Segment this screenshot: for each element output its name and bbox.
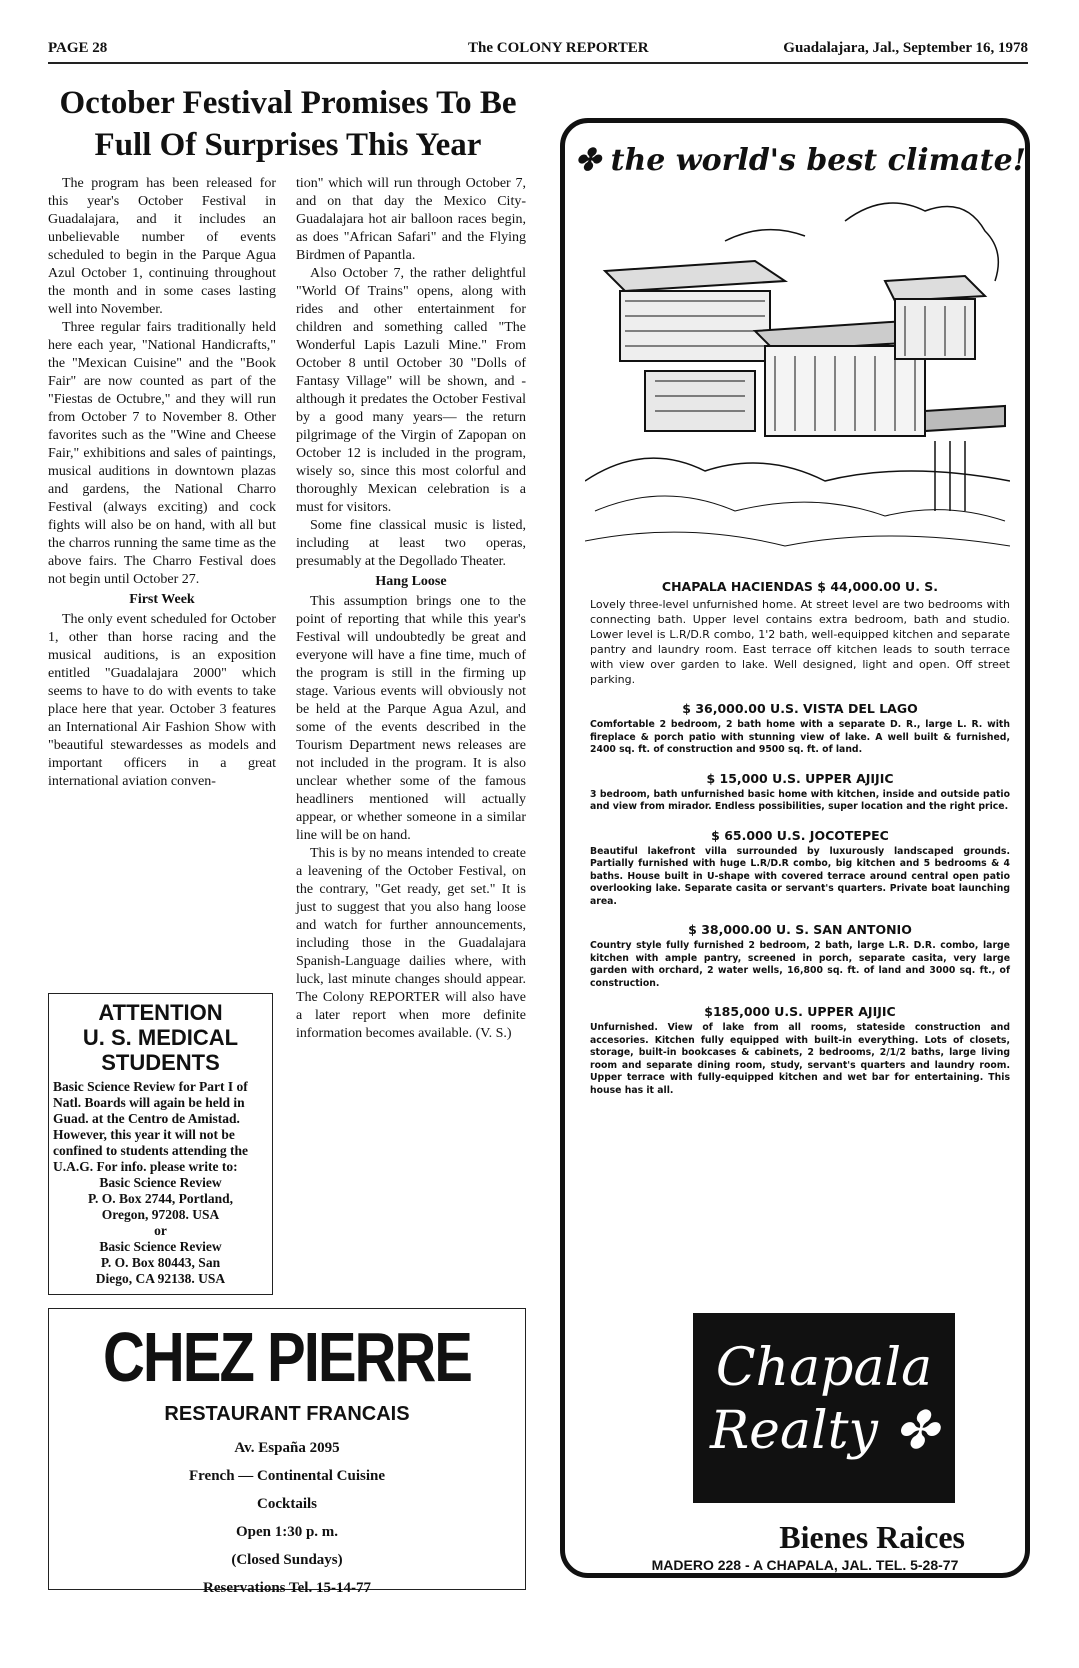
article-column-2 bbox=[296, 175, 526, 1043]
bienes-raices: Bienes Raices bbox=[779, 1519, 965, 1555]
paragraph: Some fine classical music is listed, including at least two operas, presumably at the Degollado Theater. bbox=[296, 518, 526, 569]
listing bbox=[590, 828, 1010, 909]
listing-desc: Lovely three-level unfurnished home. At street level are two bedrooms with connecting bath. Upper level contains extra bedroom, bath and studio. Lower level is L.R/D.R combo, 1'2 bath, well-equipped kitchen and separate pantry and laundry room. East terrace off kitchen leads to south terrace with view over garden to lake. Well designed, light and open. Off street parking. bbox=[590, 598, 1010, 686]
listing-title: $ 65.000 U.S. JOCOTEPEC bbox=[711, 827, 889, 843]
listing-desc: Beautiful lakefront villa surrounded by luxurously landscaped grounds. Partially furnished with huge L.R/D.R combo, big kitchen and 5 bedrooms & 4 baths. House built in U-shape with covered terrace around central open patio overlooking lake. Separate casita or servant's quarters. Private boat launching area. bbox=[590, 845, 1010, 907]
listing bbox=[590, 922, 1010, 990]
subhead: First Week bbox=[129, 592, 195, 607]
listing bbox=[590, 1004, 1010, 1097]
listing-desc: Unfurnished. View of lake from all rooms, stateside construction and accesories. Kitchen fully equipped with built-in everything. Lots of closets, storage, built-in bookcases & cabinets, 2 bedrooms, 2/1/2 baths, large living room and separate dining room, study, servant's quarters and laundry room. Upper terrace with fully-equipped kitchen and wet bar for entertaining. This house has it all. bbox=[590, 1022, 1010, 1096]
paper-name: The COLONY REPORTER bbox=[468, 40, 649, 56]
listings bbox=[590, 579, 1010, 1111]
ad-body: Basic Science Review for Part I of Natl. Boards will again be held in Guad. at the Centro de Amistad. However, this year it will not be confined to students attending the U.A.G. For info. please write to: bbox=[53, 1079, 249, 1174]
ad-address: Basic Science Review bbox=[99, 1175, 222, 1190]
dateline: Guadalajara, Jal., September 16, 1978 bbox=[783, 40, 1028, 56]
ad-slogan: ✤ the world's best climate! bbox=[575, 143, 1026, 178]
logo-line: Realty ✤ bbox=[710, 1401, 938, 1461]
chez-pierre-ad bbox=[48, 1308, 526, 1596]
listing-desc: Country style fully furnished 2 bedroom, 2 bath, large L.R. D.R. combo, large kitchen with ample pantry, screened in porch, separate casita, very large garden with orchard, 2 water wells, 16,800 sq. ft. of land and 3000 sq. ft., of construction. bbox=[590, 940, 1010, 989]
listing bbox=[590, 771, 1010, 814]
ad-address: Basic Science Review bbox=[99, 1239, 222, 1254]
restaurant-closed: (Closed Sundays) bbox=[231, 1552, 343, 1568]
restaurant-address: Av. España 2095 bbox=[234, 1440, 340, 1456]
listing-desc: Comfortable 2 bedroom, 2 bath home with a separate D. R., large L. R. with fireplace & porch patio with stunning view of lake. A well built & furnished, 2400 sq. ft. of construction and 9500 sq. ft. of land. bbox=[590, 719, 1010, 755]
listing-title: $185,000 U.S. UPPER AJIJIC bbox=[704, 1004, 896, 1019]
masthead bbox=[48, 38, 1028, 64]
paragraph: The only event scheduled for October 1, other than horse racing and the musical auditions, is an exposition entitled "Guadalajara 2000" which seems to have to do with events to take place here that year. October 3 features an International Air Fashion Show with "beautiful stewardesses as models and important officers in a great international aviation conven- bbox=[48, 612, 276, 789]
ad-address: P. O. Box 2744, Portland, bbox=[87, 1191, 233, 1206]
restaurant-hours: Open 1:30 p. m. bbox=[235, 1524, 339, 1540]
restaurant-cuisine: French — Continental Cuisine bbox=[189, 1468, 385, 1484]
ad-heading: ATTENTION bbox=[98, 1000, 223, 1025]
realty-address: MADERO 228 - A CHAPALA, JAL. TEL. 5-28-77 bbox=[651, 1557, 959, 1573]
medical-students-ad bbox=[48, 993, 273, 1295]
ad-address: Diego, CA 92138. USA bbox=[95, 1271, 226, 1286]
ad-address: or bbox=[154, 1223, 167, 1238]
page-number: PAGE 28 bbox=[48, 40, 108, 56]
paragraph: This is by no means intended to create a leavening of the October Festival, on the contrary, "Get ready, get set." It is just to suggest that you also hang loose and watch for further announcements, including those in the Guadalajara Spanish-Language dailies where, with luck, last minute changes should appear. The Colony REPORTER will also have a later report when more definite information becomes available. (V. S.) bbox=[296, 846, 526, 1041]
ad-heading: U. S. MEDICAL bbox=[82, 1025, 239, 1050]
chapala-realty-logo bbox=[693, 1313, 955, 1503]
chapala-realty-ad bbox=[560, 118, 1030, 1578]
house-illustration bbox=[585, 181, 1010, 566]
listing-title: $ 38,000.00 U. S. SAN ANTONIO bbox=[688, 922, 912, 937]
ad-address: P. O. Box 80443, San bbox=[100, 1255, 221, 1270]
restaurant-reservations: Reservations Tel. 15-14-77 bbox=[203, 1580, 371, 1596]
paragraph: Three regular fairs traditionally held here each year, "National Handicrafts," the "Mexican Cuisine" and the "Book Fair" are now counted as part of the "Fiestas de Octubre," and they will run from October 7 to November 8. Other favorites such as the "Wine and Cheese Fair," exhibitions and sales of paintings, musical auditions in downtown plazas and gardens, the National Charro Festival (always exciting) and cock fights will also be on hand, with all but the charros running the same time as the above fairs. The Charro Festival does not begin until October 27. bbox=[48, 320, 276, 587]
listing bbox=[590, 701, 1010, 757]
listing bbox=[590, 579, 1010, 687]
restaurant-cocktails: Cocktails bbox=[257, 1496, 317, 1512]
listing-desc: 3 bedroom, bath unfurnished basic home with kitchen, inside and outside patio and view from mirador. Endless possibilities, super location and the right price. bbox=[590, 788, 1010, 812]
paragraph: Also October 7, the rather delightful "World Of Trains" opens, along with rides and other entertainment for children and something called "The Wonderful Lapis Lazuli Mine." From October 8 until October 30 "Dolls of Fantasy Village" will be shown, and - although it predates the October Festival by a good many years— the return pilgrimage of the Virgin of Zapopan on October 12 is included in the program, wisely so, since this most colorful and thoroughly Mexican celebration is a must for visitors. bbox=[296, 266, 526, 515]
restaurant-name: CHEZ PIERRE bbox=[103, 1318, 471, 1397]
listing-title: CHAPALA HACIENDAS $ 44,000.00 U. S. bbox=[661, 579, 939, 594]
ad-address: Oregon, 97208. USA bbox=[101, 1207, 220, 1222]
paragraph: tion" which will run through October 7, and on that day the Mexico City-Guadalajara hot air balloon races begin, as does "African Safari" and the Flying Birdmen of Papantla. bbox=[296, 176, 526, 263]
ad-heading: STUDENTS bbox=[101, 1050, 220, 1075]
restaurant-subtitle: RESTAURANT FRANCAIS bbox=[164, 1403, 410, 1425]
article-headline: October Festival Promises To Be Full Of Surprises This Year bbox=[59, 85, 517, 163]
listing-title: $ 15,000 U.S. UPPER AJIJIC bbox=[706, 770, 894, 786]
paragraph: This assumption brings one to the point of reporting that while this year's Festival will undoubtedly be great and everyone will have a fine time, much of the program is still in the firming up stage. Various events will obviously not be held at the Parque Agua Azul, and some of the events described in the Tourism Department news releases are not included in the program. It is also unclear whether some of the famous headliners mentioned will actually appear, or whether someone in a similar line will be on hand. bbox=[296, 594, 526, 843]
subhead: Hang Loose bbox=[375, 574, 447, 589]
article-column-1 bbox=[48, 175, 276, 791]
listing-title: $ 36,000.00 U.S. VISTA DEL LAGO bbox=[682, 701, 918, 716]
logo-line: Chapala bbox=[715, 1338, 933, 1398]
paragraph: The program has been released for this year's October Festival in Guadalajara, and it includes an unbelievable number of events scheduled to begin in the Parque Agua Azul October 1, continuing throughout the month and in some cases lasting well into November. bbox=[48, 176, 276, 317]
